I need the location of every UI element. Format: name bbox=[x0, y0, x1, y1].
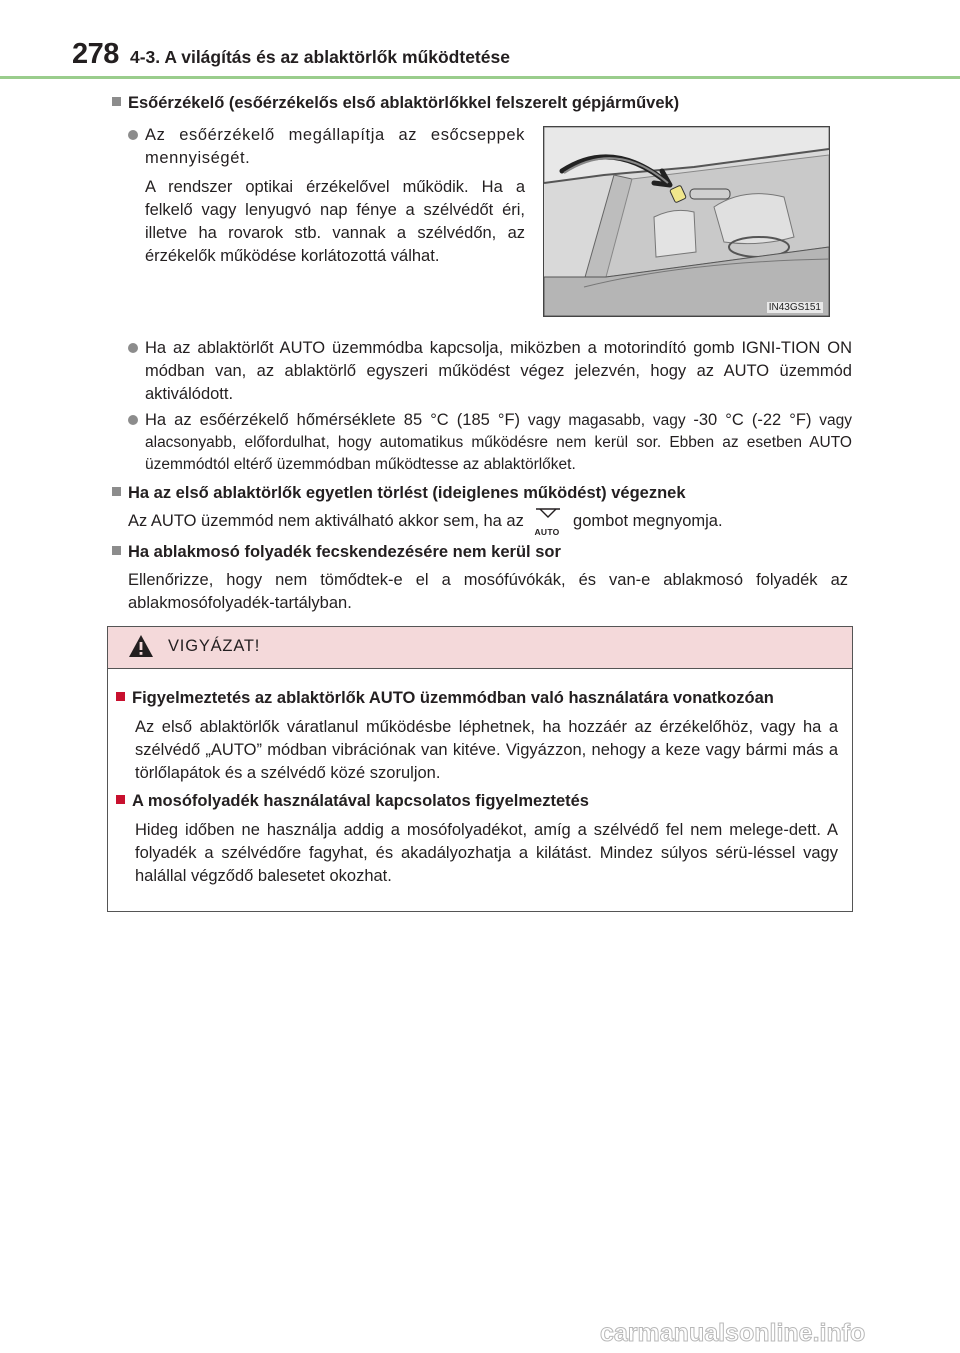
rain-sensor-bullet-1-text: Az esőérzékelő megállapítja az esőcseppek mennyiségét. bbox=[145, 126, 525, 167]
figure-code: IN43GS151 bbox=[768, 302, 821, 313]
rain-sensor-heading bbox=[112, 94, 679, 113]
caution-item-1-heading bbox=[116, 689, 774, 708]
caution-header bbox=[108, 627, 852, 669]
square-bullet-icon bbox=[112, 546, 121, 555]
caution-item-2-heading-text: A mosófolyadék használatával kapcsolatos figyelmeztetés bbox=[132, 792, 589, 810]
wiper-auto-icon-label: AUTO bbox=[534, 527, 560, 537]
square-bullet-icon bbox=[112, 97, 121, 106]
single-wipe-text-after: gombot megnyomja. bbox=[573, 512, 723, 530]
square-bullet-icon bbox=[112, 487, 121, 496]
rain-sensor-bullet-1 bbox=[145, 124, 525, 170]
rain-sensor-bullet-2-text: Ha az ablaktörlőt AUTO üzemmódba kapcsolja, miközben a motorindító gomb IGNI-TION ON módban van, az ablaktörlő egyszeri működést végez jelezvén, hogy az AUTO üzemmód aktiválódott. bbox=[145, 339, 852, 403]
caution-item-2-text: Hideg időben ne használja addig a mosófolyadékot, amíg a szélvédő fel nem melege-dett. A folyadék a szélvédőre fagyhat, és akadályozhatja a kilátást. Mindez súlyos sérü-léssel vagy halállal végződő balesetet okozhat. bbox=[135, 821, 838, 885]
watermark bbox=[600, 1318, 940, 1348]
section-title: 4-3. A világítás és az ablaktörlők működtetése bbox=[130, 47, 510, 67]
page-number: 278 bbox=[72, 38, 119, 70]
wiper-auto-icon bbox=[528, 510, 568, 537]
rain-sensor-bullet-3-lead: Ha az esőérzékelő hőmérséklete 85 °C (185 °F) bbox=[145, 411, 521, 429]
single-wipe-text bbox=[128, 510, 852, 537]
warning-triangle-icon bbox=[128, 634, 154, 658]
washer-text: Ellenőrizze, hogy nem tömődtek-e el a mosófúvókák, és van-e ablakmosó folyadék az ablakmosófolyadék-tartályban. bbox=[128, 571, 848, 612]
washer-heading-text: Ha ablakmosó folyadék fecskendezésére nem kerül sor bbox=[128, 543, 561, 561]
windshield-illustration bbox=[544, 127, 829, 316]
page-header bbox=[72, 38, 942, 78]
single-wipe-text-before: Az AUTO üzemmód nem aktiválható akkor sem, ha az bbox=[128, 512, 529, 530]
round-bullet-icon bbox=[128, 130, 138, 140]
caution-title: VIGYÁZAT! bbox=[168, 637, 261, 655]
rain-sensor-bullet-2 bbox=[145, 337, 852, 406]
rain-sensor-bullet-3 bbox=[145, 409, 852, 476]
rain-sensor-bullet-1-para2: A rendszer optikai érzékelővel működik. Ha a felkelő vagy lenyugvó nap fénye a szélvédőt éri, illetve ha rovarok stb. vannak a szélvédőn, az érzékelők működése korlátozottá válhat. bbox=[145, 178, 525, 265]
rain-sensor-bullet-3-rest: vagy alacsonyabb, előfordulhat, hogy automatikus működésre nem kerül sor. Ebben az esetben AUTO üzemmódtól eltérő üzemmódban működtesse az ablaktörlőket. bbox=[145, 412, 852, 473]
caution-box bbox=[107, 626, 853, 912]
header-rule bbox=[0, 76, 960, 79]
rain-sensor-figure bbox=[543, 126, 830, 317]
round-bullet-icon bbox=[128, 415, 138, 425]
single-wipe-heading bbox=[112, 484, 686, 503]
caution-item-2-heading bbox=[116, 792, 589, 811]
single-wipe-heading-text: Ha az első ablaktörlők egyetlen törlést (ideiglenes működést) végeznek bbox=[128, 484, 686, 502]
rain-sensor-bullet-3-temp2: -30 °C (-22 °F) bbox=[693, 411, 812, 429]
caution-item-1-text: Az első ablaktörlők váratlanul működésbe léphetnek, ha hozzáér az érzékelőhöz, vagy ha a szélvédő „AUTO” módban vibrációnak van kitéve. Vigyázzon, nehogy a keze vagy bármi más a törlőlapátok és a szélvédő közé szoruljon. bbox=[135, 718, 838, 782]
round-bullet-icon bbox=[128, 343, 138, 353]
rain-sensor-heading-text: Esőérzékelő (esőérzékelős első ablaktörlőkkel felszerelt gépjárművek) bbox=[128, 94, 680, 112]
caution-item-1-heading-text: Figyelmeztetés az ablaktörlők AUTO üzemmódban való használatára vonatkozóan bbox=[132, 689, 774, 707]
watermark-text: carmanualsonline.info bbox=[600, 1319, 866, 1347]
square-bullet-icon bbox=[116, 795, 125, 804]
square-bullet-icon bbox=[116, 692, 125, 701]
rain-sensor-bullet-3-mid: vagy magasabb, vagy bbox=[520, 412, 694, 429]
washer-heading bbox=[112, 543, 561, 562]
